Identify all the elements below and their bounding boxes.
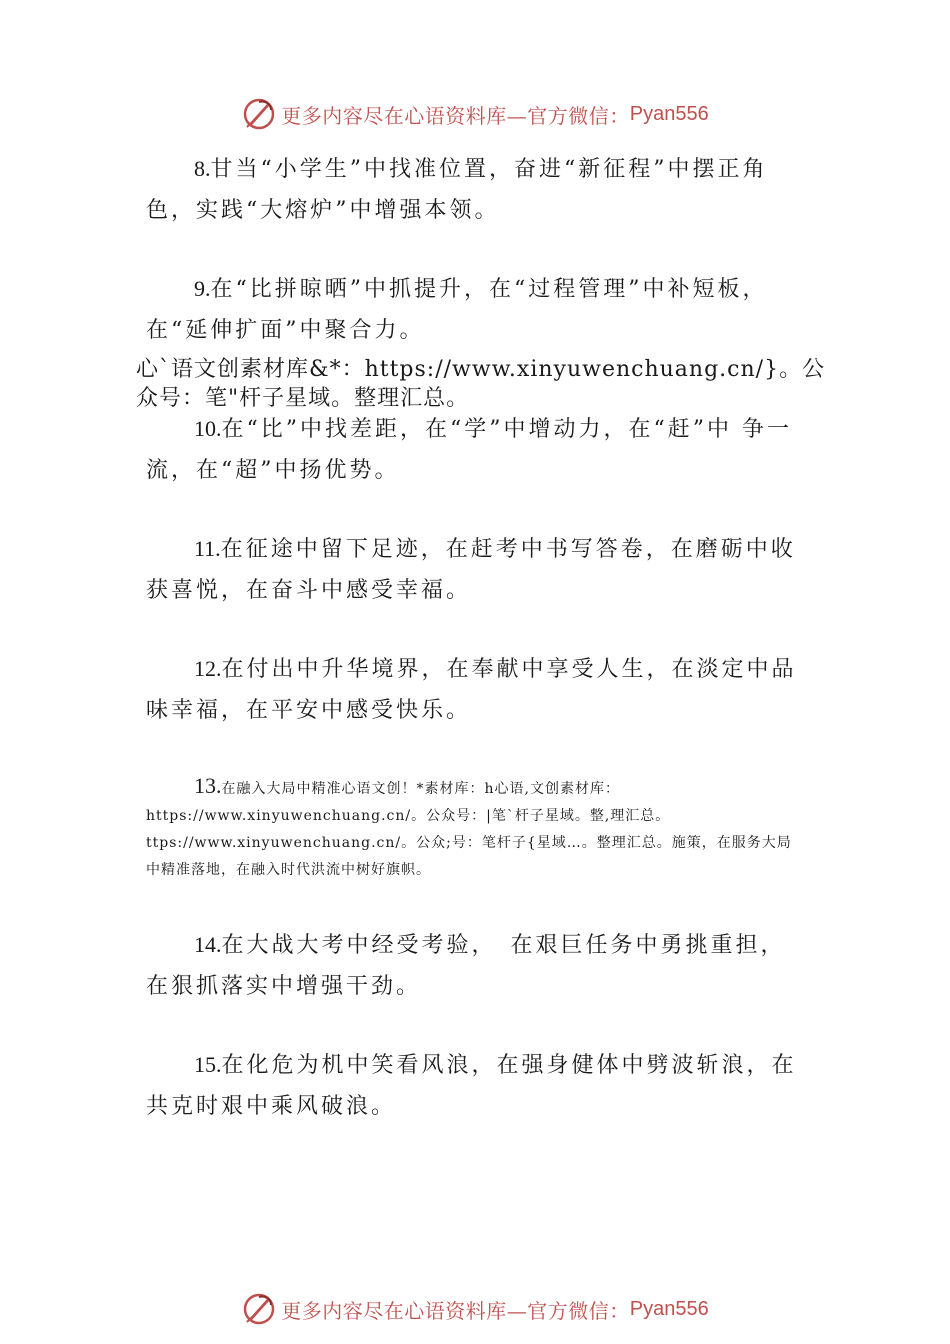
- list-item: 9.在“比拼晾晒”中抓提升，在“过程管理”中补短板，在“延伸扩面”中聚合力。: [146, 276, 768, 343]
- inserted-note: 心`语文创素材库&*：https://www.xinyuwenchuang.cn/}。公众号：笔"杆子星域。整理汇总。: [136, 357, 826, 411]
- list-item: 13.在融入大局中精准心语文创！*素材库：h心语,文创素材库：https://www.xinyuwenchuang.cn/。公众号：|笔`杆子星域。整,理汇总。ttps://www.xinyuwenchuang.cn/。公众;号：笔杆子{星域…。整理汇总。施策，在服务大局中精准落地，在融入时代洪流中树好旗帜。: [146, 773, 792, 878]
- list-item: 10.在“比”中找差距，在“学”中增动力，在“赶”中 争一流，在“超”中扬优势。: [146, 416, 792, 483]
- list-item: 12.在付出中升华境界，在奉献中享受人生，在淡定中品味幸福，在平安中感受快乐。: [146, 656, 797, 723]
- header-wechat-id: Pyan556: [629, 102, 709, 125]
- list-item: 11.在征途中留下足迹，在赶考中书写答卷，在磨砺中收获喜悦，在奋斗中感受幸福。: [146, 536, 796, 603]
- footer-wechat-id: Pyan556: [629, 1297, 709, 1320]
- quill-logo-icon: [241, 1291, 277, 1327]
- list-item: 15.在化危为机中笑看风浪，在强身健体中劈波斩浪，在共克时艰中乘风破浪。: [146, 1052, 797, 1119]
- header-banner: [0, 94, 950, 134]
- footer-text: 更多内容尽在心语资料库—官方微信：: [281, 1298, 630, 1323]
- list-item: 14.在大战大考中经受考验， 在艰巨任务中勇挑重担，在狠抓落实中增强干劲。: [146, 932, 786, 999]
- header-text: 更多内容尽在心语资料库—官方微信：: [281, 103, 630, 128]
- quill-logo-icon: [241, 96, 277, 132]
- list-item: 8.甘当“小学生”中找准位置，奋进“新征程”中摆正角色，实践“大熔炉”中增强本领。: [146, 156, 768, 223]
- footer-banner: [0, 1289, 950, 1329]
